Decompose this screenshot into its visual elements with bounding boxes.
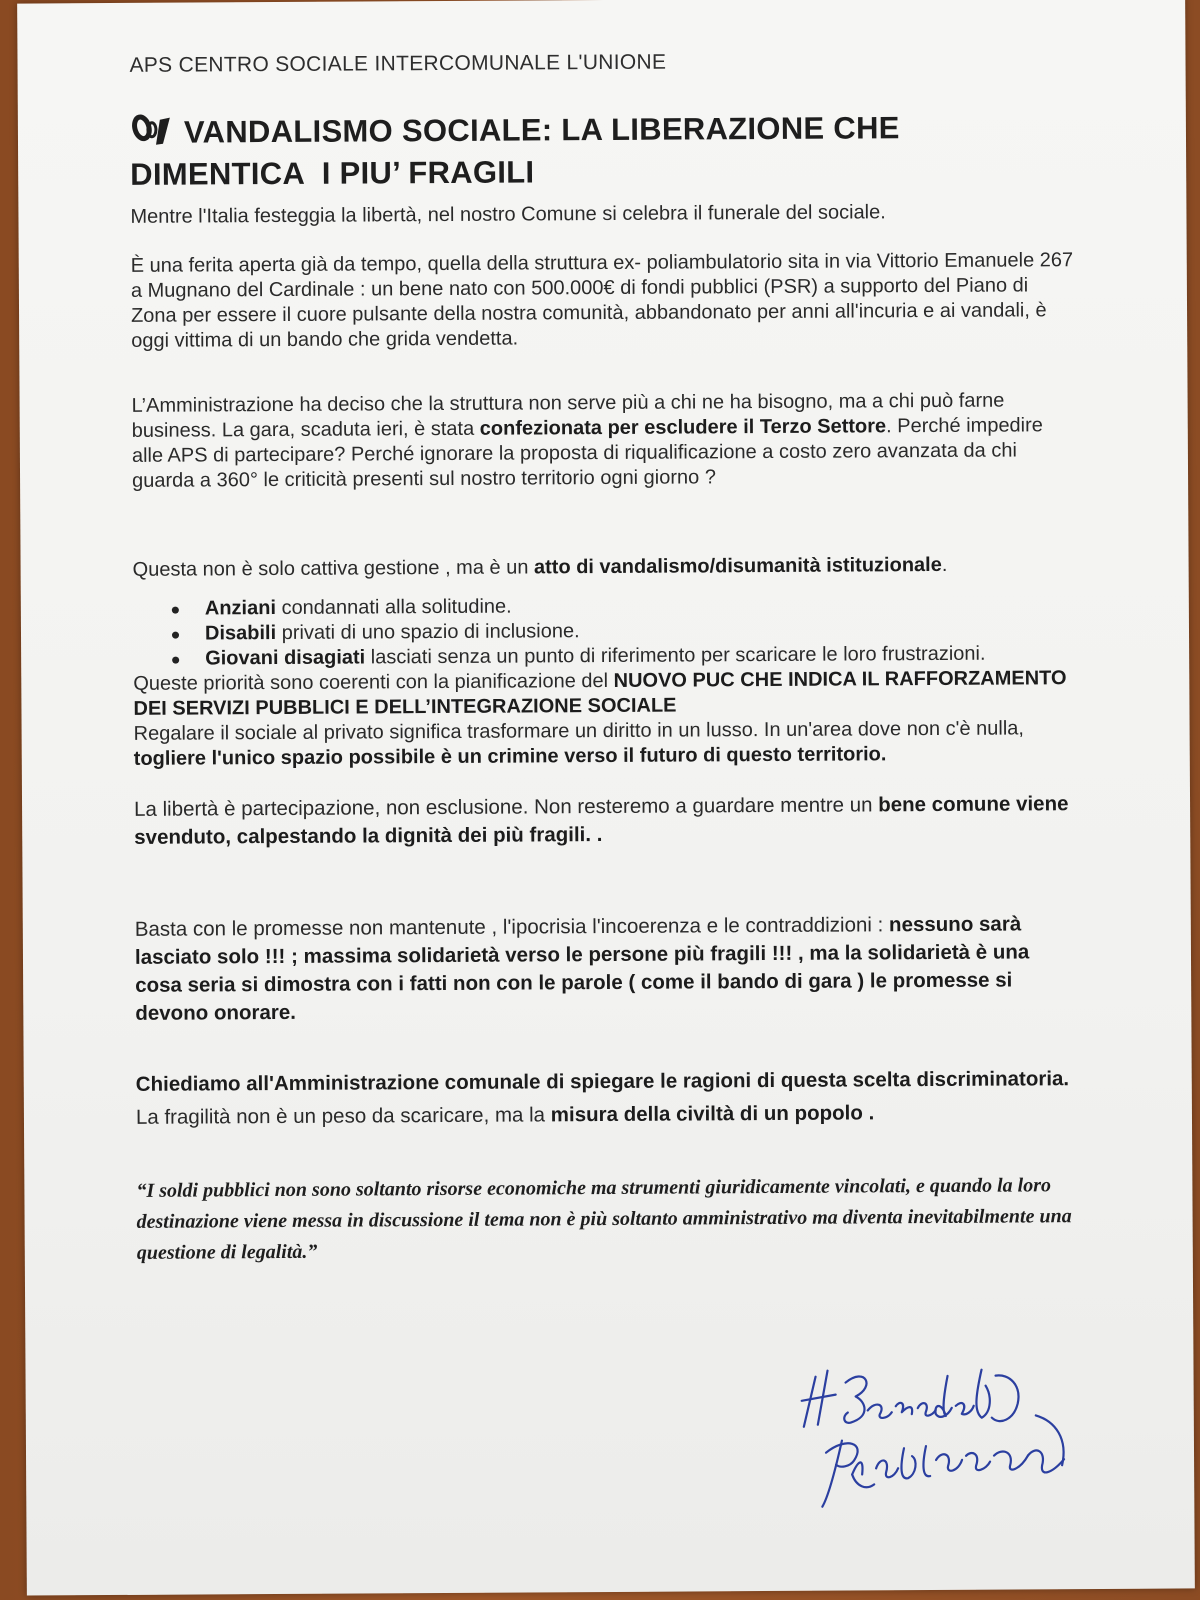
fragile-groups-list (133, 591, 1078, 672)
para3-text-1: Questa non è solo cattiva gestione , ma è un (132, 556, 535, 581)
handwritten-signature (795, 1355, 1096, 1517)
chains-icon (130, 114, 180, 156)
document-body (129, 37, 1082, 1289)
bullet-text: condannati alla solitudine. (275, 595, 512, 620)
para4-text-1: Queste priorità sono coerenti con la pianificazione del (133, 669, 614, 695)
lead-paragraph: Mentre l'Italia festeggia la libertà, nel nostro Comune si celebra il funerale del sociale. (130, 201, 886, 228)
paragraph-puc (133, 666, 1079, 772)
paragraph-request (136, 1062, 1081, 1134)
list-item (205, 641, 1078, 671)
paragraph-promises (135, 910, 1081, 1028)
para5-bold-1: bene comune viene svenduto, calpestando la dignità dei più fragili. . (134, 792, 1069, 849)
paragraph-administration (132, 388, 1078, 494)
organization-name: APS CENTRO SOCIALE INTERCOMUNALE L'UNIONE (129, 50, 667, 77)
para6-bold-1: nessuno sarà lasciato solo !!! ; massima solidarietà verso le persone più fragili !!! , ma la solidarietà è una cosa seria si dimostra con i fatti non con le parole ( come il bando di gara ) le promesse si devono onorare. (134, 912, 1030, 1025)
para2-bold-1: confezionata per escludere il Terzo Settore (479, 415, 887, 440)
bullet-bold: Giovani disagiati (205, 646, 366, 670)
paragraph-freedom (134, 790, 1079, 852)
title-line-2: DIMENTICA I PIU’ FRAGILI (130, 154, 535, 192)
closing-quote: “I soldi pubblici non sono soltanto risorse economiche ma strumenti giuridicamente vincolati, e quando la loro destinazione viene messa in discussione il tema non è più soltanto amministrativo ma diventa inevitabilmente una questione di legalità.” (136, 1174, 1072, 1264)
bullet-text: privati di uno spazio di inclusione. (276, 620, 580, 645)
bullet-bold: Disabili (204, 622, 277, 645)
title-line-1: VANDALISMO SOCIALE: LA LIBERAZIONE CHE (183, 110, 900, 150)
paper-sheet (17, 0, 1195, 1596)
bullet-text: lasciati senza un punto di riferimento per scaricare le loro frustrazioni. (365, 642, 986, 669)
paragraph-structure: È una ferita aperta già da tempo, quella della struttura ex- poliambulatorio sita in via Vittorio Emanuele 267 a Mugnano del Cardinale : un bene nato con 500.000€ di fondi pubblici (PSR) a supporto del Piano di Zona per essere il cuore pulsante della nostra comunità, abbandonato per anni all'incuria e ai vandali, è oggi vittima di un bando che grida vendetta. (130, 249, 1074, 352)
para2-text-1: L’Amministrazione ha deciso che la struttura non serve più a chi ne ha bisogno, ma a chi può farne business. La gara, scaduta ieri, è stata (131, 389, 1005, 442)
bullet-bold: Anziani (204, 597, 277, 620)
para4-text-2: Regalare il sociale al privato significa trasformare un diritto in un lusso. In un'area dove non c'è nulla, (133, 717, 1025, 745)
para3-text-2: . (941, 553, 948, 576)
para3-bold-1: atto di vandalismo/disumanità istituzionale (533, 553, 942, 579)
para2-text-2: . Perché impedire alle APS di partecipare? Perché ignorare la proposta di riqualificazione a costo zero avanzata da chi guarda a 360° le criticità presenti sul nostro territorio ogni giorno ? (131, 414, 1043, 492)
para7-bold-2: misura della civiltà di un popolo . (550, 1101, 875, 1127)
paragraph-vandalism (133, 552, 1078, 583)
document-title (130, 108, 1075, 193)
para4-bold-2: togliere l'unico spazio possibile è un crimine verso il futuro di questo territorio. (133, 743, 887, 770)
para7-bold-1: Chiediamo all'Amministrazione comunale di spiegare le ragioni di questa scelta discriminatoria. (135, 1067, 1070, 1096)
para5-text-1: La libertà è partecipazione, non esclusione. Non resteremo a guardare mentre un (134, 793, 879, 821)
para4-bold-1: NUOVO PUC CHE INDICA IL RAFFORZAMENTO DEI SERVIZI PUBBLICI E DELL’INTEGRAZIONE SOCIALE (133, 667, 1067, 720)
para6-text-1: Basta con le promesse non mantenute , l'ipocrisia l'incoerenza e le contraddizioni : (134, 913, 890, 941)
para7-text-1: La fragilità non è un peso da scaricare, ma la (135, 1103, 551, 1129)
